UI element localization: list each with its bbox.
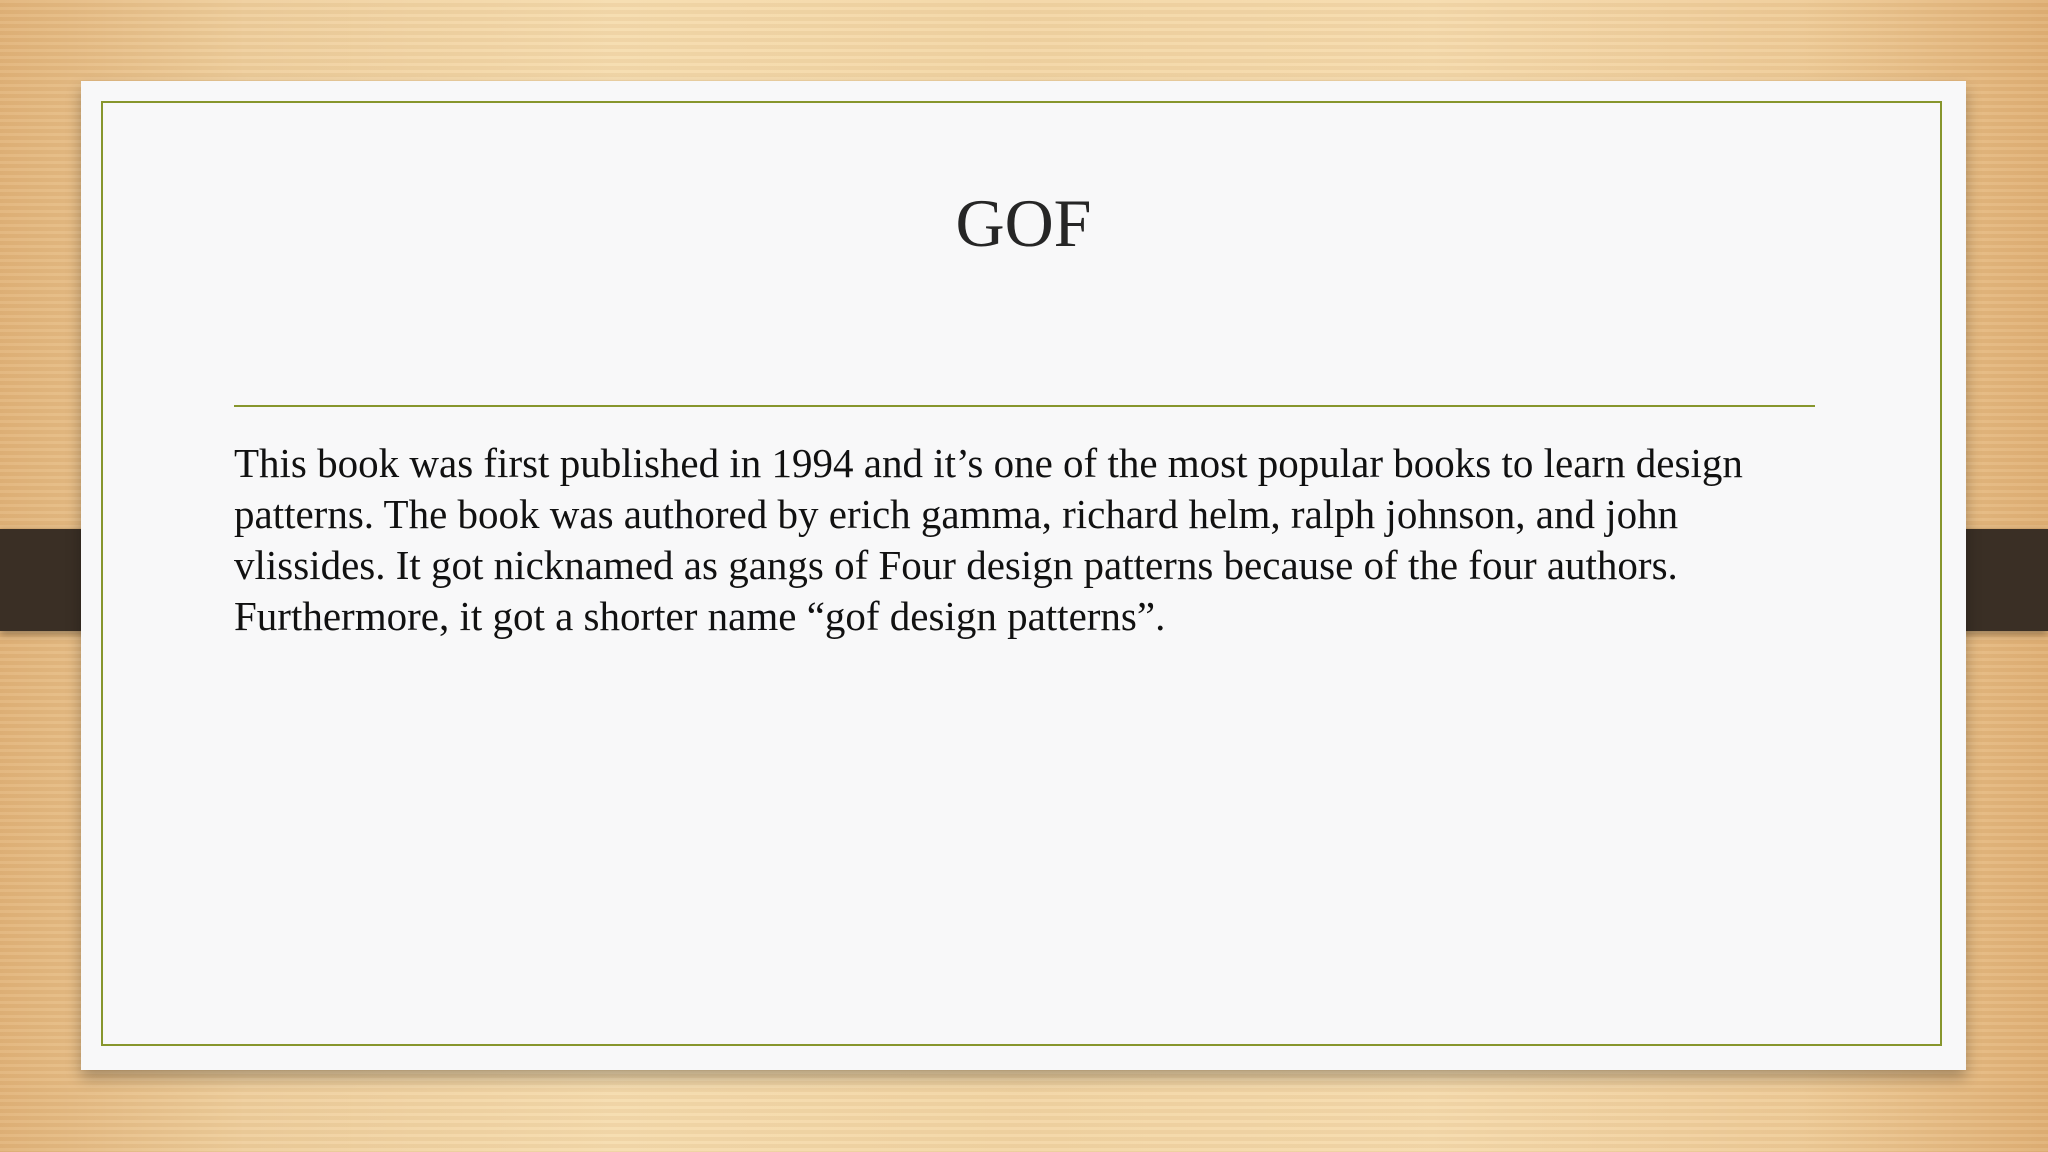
- slide-title: GOF: [955, 185, 1092, 261]
- title-divider: [234, 405, 1815, 407]
- slide-body-text: This book was first published in 1994 and it’s one of the most popular books to learn design patterns. The book was authored by erich gamma, richard helm, ralph johnson, and john vlissides. It got nicknamed as gangs of Four design patterns because of the four authors. Furthermore, it got a shorter name “gof design patterns”.: [234, 440, 1743, 639]
- slide: [81, 81, 1966, 1070]
